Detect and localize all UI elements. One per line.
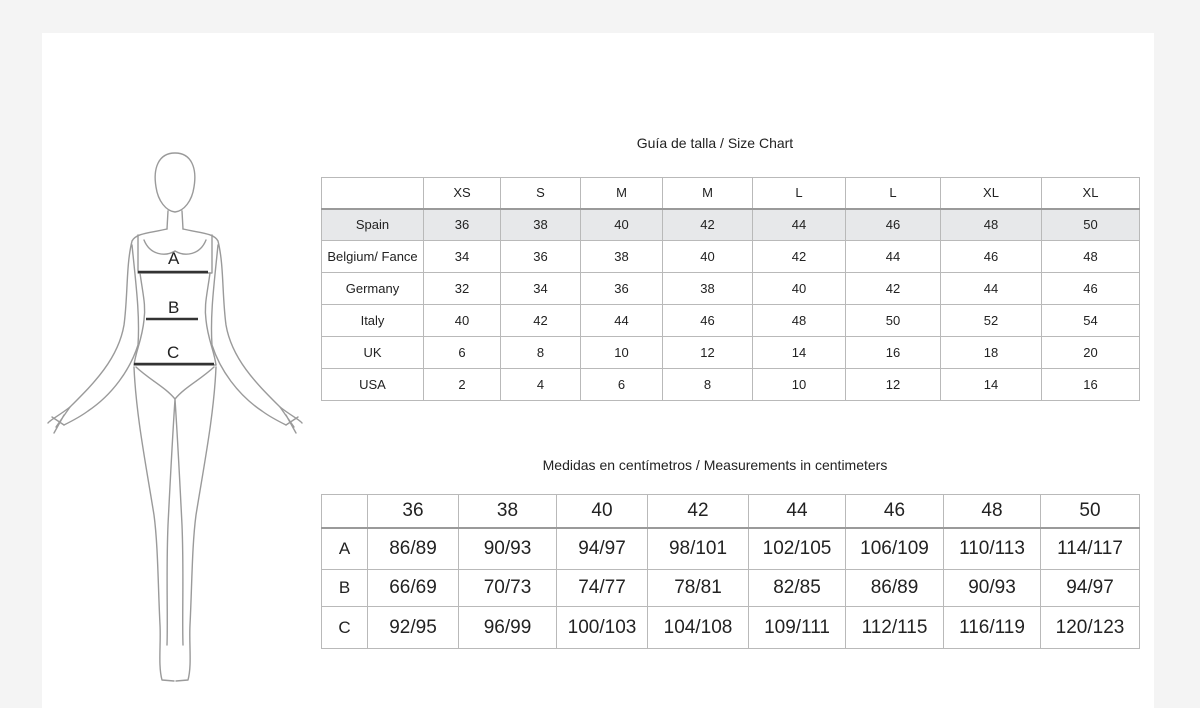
table-cell: 34	[501, 273, 581, 305]
table-cell: 120/123	[1041, 607, 1140, 649]
row-label: UK	[322, 337, 424, 369]
table-cell: 44	[581, 305, 663, 337]
table-cell: 16	[1042, 369, 1140, 401]
table-row	[322, 570, 1140, 607]
header-cell: 42	[648, 495, 749, 528]
measure-label-a: A	[168, 249, 180, 268]
table-cell: 46	[941, 241, 1042, 273]
table-cell: 54	[1042, 305, 1140, 337]
table-cell: 18	[941, 337, 1042, 369]
header-cell: 36	[368, 495, 459, 528]
table-cell: 102/105	[749, 528, 846, 570]
header-cell: 46	[846, 495, 944, 528]
header-cell: 44	[749, 495, 846, 528]
table-cell: 78/81	[648, 570, 749, 607]
table-cell: 14	[941, 369, 1042, 401]
table-cell: 38	[581, 241, 663, 273]
right-arm-outline	[183, 229, 302, 425]
table-cell: 100/103	[557, 607, 648, 649]
measurements-table	[321, 494, 1140, 649]
table-cell: 8	[663, 369, 753, 401]
table-cell: 10	[581, 337, 663, 369]
row-label: B	[322, 570, 368, 607]
header-cell: L	[846, 178, 941, 209]
table-cell: 20	[1042, 337, 1140, 369]
table-cell: 74/77	[557, 570, 648, 607]
table-cell: 40	[581, 209, 663, 241]
table-cell: 110/113	[944, 528, 1041, 570]
table-cell: 44	[846, 241, 941, 273]
head-outline	[155, 153, 195, 212]
table-cell: 96/99	[459, 607, 557, 649]
table-cell: 104/108	[648, 607, 749, 649]
table-cell: 6	[424, 337, 501, 369]
header-cell: M	[581, 178, 663, 209]
right-hand-outline	[280, 407, 298, 433]
row-label: Germany	[322, 273, 424, 305]
table-cell: 38	[501, 209, 581, 241]
table-cell: 36	[501, 241, 581, 273]
table-cell: 12	[663, 337, 753, 369]
row-label: USA	[322, 369, 424, 401]
table-cell: 98/101	[648, 528, 749, 570]
table-row	[322, 241, 1140, 273]
table-cell: 34	[424, 241, 501, 273]
table-cell: 70/73	[459, 570, 557, 607]
size-chart-header-row	[322, 178, 1140, 209]
legs-outline	[134, 367, 216, 681]
table-cell: 48	[753, 305, 846, 337]
table-cell: 42	[501, 305, 581, 337]
header-cell	[322, 178, 424, 209]
row-label: C	[322, 607, 368, 649]
left-hand-outline	[52, 407, 70, 433]
table-cell: 90/93	[944, 570, 1041, 607]
header-cell: 50	[1041, 495, 1140, 528]
table-cell: 10	[753, 369, 846, 401]
table-cell: 92/95	[368, 607, 459, 649]
table-cell: 66/69	[368, 570, 459, 607]
header-cell: M	[663, 178, 753, 209]
header-cell: XL	[941, 178, 1042, 209]
table-cell: 112/115	[846, 607, 944, 649]
table-row	[322, 528, 1140, 570]
table-cell: 4	[501, 369, 581, 401]
table-cell: 46	[663, 305, 753, 337]
table-row	[322, 305, 1140, 337]
table-cell: 14	[753, 337, 846, 369]
neck-outline	[167, 211, 183, 229]
table-cell: 32	[424, 273, 501, 305]
header-cell: 38	[459, 495, 557, 528]
table-cell: 94/97	[1041, 570, 1140, 607]
row-label: A	[322, 528, 368, 570]
header-cell	[322, 495, 368, 528]
table-cell: 86/89	[368, 528, 459, 570]
measurements-title: Medidas en centímetros / Measurements in centimeters	[542, 457, 888, 473]
table-cell: 46	[1042, 273, 1140, 305]
table-cell: 94/97	[557, 528, 648, 570]
size-chart-table	[321, 177, 1140, 401]
table-cell: 44	[753, 209, 846, 241]
table-cell: 42	[663, 209, 753, 241]
header-cell: S	[501, 178, 581, 209]
table-cell: 50	[1042, 209, 1140, 241]
table-row	[322, 369, 1140, 401]
body-figure-illustration	[40, 145, 310, 690]
table-cell: 109/111	[749, 607, 846, 649]
table-cell: 50	[846, 305, 941, 337]
table-cell: 36	[581, 273, 663, 305]
table-cell: 82/85	[749, 570, 846, 607]
header-cell: XS	[424, 178, 501, 209]
table-cell: 40	[663, 241, 753, 273]
header-cell: XL	[1042, 178, 1140, 209]
table-cell: 52	[941, 305, 1042, 337]
table-cell: 116/119	[944, 607, 1041, 649]
table-cell: 40	[424, 305, 501, 337]
briefs-outline	[134, 365, 216, 399]
table-cell: 42	[846, 273, 941, 305]
left-arm-outline	[48, 229, 167, 425]
table-row	[322, 337, 1140, 369]
table-cell: 46	[846, 209, 941, 241]
row-label: Spain	[322, 209, 424, 241]
table-cell: 114/117	[1041, 528, 1140, 570]
table-cell: 48	[1042, 241, 1140, 273]
header-cell: L	[753, 178, 846, 209]
header-cell: 40	[557, 495, 648, 528]
table-cell: 2	[424, 369, 501, 401]
table-row	[322, 209, 1140, 241]
table-cell: 36	[424, 209, 501, 241]
table-cell: 38	[663, 273, 753, 305]
table-cell: 40	[753, 273, 846, 305]
table-cell: 16	[846, 337, 941, 369]
table-cell: 42	[753, 241, 846, 273]
table-cell: 86/89	[846, 570, 944, 607]
table-cell: 106/109	[846, 528, 944, 570]
table-cell: 44	[941, 273, 1042, 305]
measure-label-b: B	[168, 298, 180, 317]
table-cell: 6	[581, 369, 663, 401]
row-label: Belgium/ Fance	[322, 241, 424, 273]
table-row	[322, 273, 1140, 305]
table-row	[322, 607, 1140, 649]
table-cell: 48	[941, 209, 1042, 241]
measurements-header-row	[322, 495, 1140, 528]
table-cell: 8	[501, 337, 581, 369]
header-cell: 48	[944, 495, 1041, 528]
measure-label-c: C	[167, 343, 180, 362]
table-cell: 12	[846, 369, 941, 401]
row-label: Italy	[322, 305, 424, 337]
table-cell: 90/93	[459, 528, 557, 570]
size-chart-title: Guía de talla / Size Chart	[636, 135, 794, 151]
